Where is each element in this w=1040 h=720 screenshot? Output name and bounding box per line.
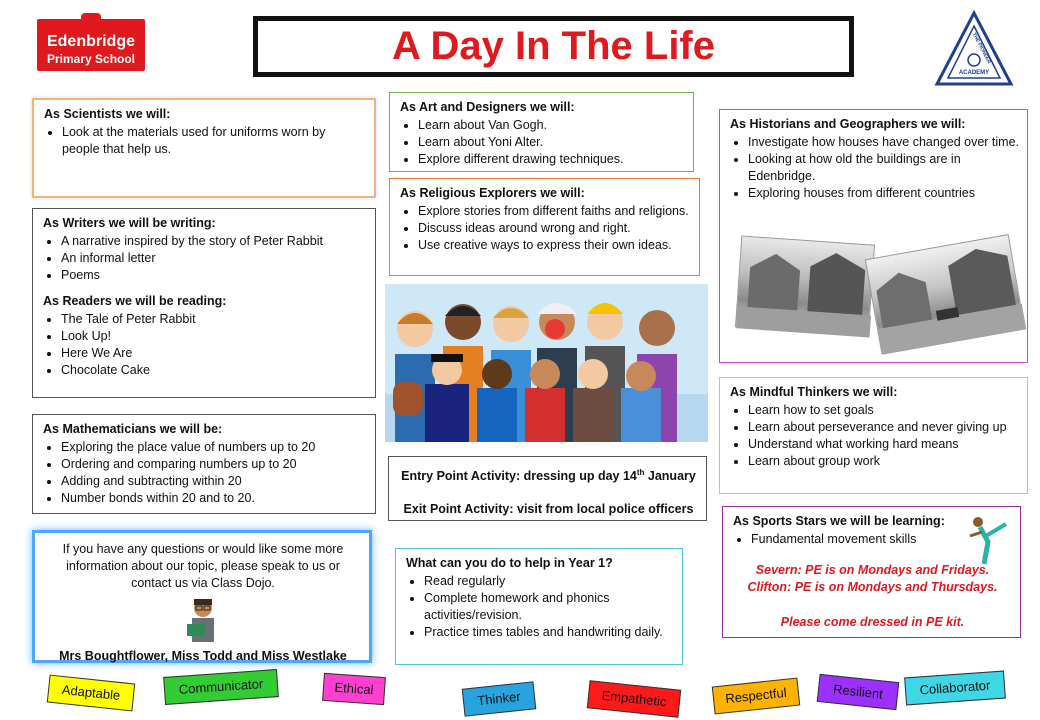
teachers-names: Mrs Boughtflower, Miss Todd and Miss Westlake [59,649,347,663]
list-item: • Explore stories from different faiths and religions. [418,203,691,220]
art-heading: As Art and Designers we will: [400,100,575,114]
list-item: • Ordering and comparing numbers up to 20 [61,456,367,473]
list-item: • An informal letter [61,250,367,267]
people-who-help-us-illustration [385,284,708,442]
academy-badge-top: THE PIONEER [970,32,992,65]
tag-empathetic: Empathetic [587,680,681,717]
art-box [389,92,694,172]
historians-heading: As Historians and Geographers we will: [730,117,966,131]
help-box [395,548,683,665]
tag-respectful: Respectful [712,678,800,715]
list-item: • Chocolate Cake [61,362,367,379]
entry-point-activity [399,464,698,485]
list-item: • Explore different drawing techniques. [418,151,685,168]
page-title: A Day In The Life [253,16,854,77]
list-item: • Exploring the place value of numbers up to 20 [61,439,367,456]
list-item: • Looking at how old the buildings are in Edenbridge. [748,151,1019,185]
street-photo-icon [736,237,876,338]
list-item: • Learn about perseverance and never giving up [748,419,1019,436]
sports-heading: As Sports Stars we will be learning: [733,514,945,528]
scientists-box [32,98,376,198]
readers-heading: As Readers we will be reading: [43,294,227,308]
mindful-box [719,377,1028,494]
academy-badge [934,10,1014,88]
list-item: • Discuss ideas around wrong and right. [418,220,691,237]
pe-kit-note: Please come dressed in PE kit. [780,615,965,629]
mindful-heading: As Mindful Thinkers we will: [730,385,898,399]
religious-heading: As Religious Explorers we will: [400,186,585,200]
severn-pe-note: Severn: PE is on Mondays and Fridays. [755,563,990,577]
list-item: • Use creative ways to express their own ideas. [418,237,691,254]
activities-box [388,456,707,521]
entry-point-text: Entry Point Activity: dressing up day 14 [401,469,637,484]
crest-icon [81,13,101,23]
list-item: • Look Up! [61,328,367,345]
academy-badge-bottom: ACADEMY [958,70,990,76]
list-item: • Learn how to set goals [748,402,1019,419]
list-item: • Understand what working hard means [748,436,1019,453]
maths-heading: As Mathematicians we will be: [43,422,223,436]
list-item: • Investigate how houses have changed over time. [748,134,1019,151]
helpers-illustration-icon [385,284,708,442]
tag-thinker: Thinker [462,681,537,716]
list-item: • Look at the materials used for uniforms worn by people that help us. [62,124,366,158]
list-item: • A narrative inspired by the story of Peter Rabbit [61,233,367,250]
gymnast-icon [966,514,1008,566]
scientists-heading: As Scientists we will: [44,107,171,121]
list-item: • Number bonds within 20 and to 20. [61,490,367,507]
entry-point-month: January [644,469,696,484]
entry-point-ordinal: th [636,468,645,477]
list-item: • The Tale of Peter Rabbit [61,311,367,328]
list-item: • Learn about Van Gogh. [418,117,685,134]
list-item: • Learn about Yoni Alter. [418,134,685,151]
tag-resilient: Resilient [817,674,899,710]
list-item: • Complete homework and phonics activities/revision. [424,590,674,624]
list-item: • Poems [61,267,367,284]
maths-box [32,414,376,514]
writers-readers-box [32,208,376,398]
tag-ethical: Ethical [322,673,386,705]
questions-box [32,530,372,663]
questions-text: If you have any questions or would like some more information about our topic, please speak to us or contact us via Class Dojo. [62,542,344,590]
tag-communicator: Communicator [163,669,279,705]
clifton-pe-note: Clifton: PE is on Mondays and Thursdays. [747,580,998,594]
writers-heading: As Writers we will be writing: [43,216,216,230]
logo-line-2: Primary School [46,52,136,66]
tag-collaborator: Collaborator [904,671,1006,706]
religious-box [389,178,700,276]
help-heading: What can you do to help in Year 1? [406,556,613,570]
historic-street-photo-1 [735,235,875,336]
list-item: • Practice times tables and handwriting daily. [424,624,674,641]
triangle-logo-icon [934,10,1014,88]
logo-line-1: Edenbridge [46,33,135,50]
list-item: • Exploring houses from different countries [748,185,1019,202]
tag-adaptable: Adaptable [47,675,135,712]
school-logo [37,19,145,71]
list-item: • Learn about group work [748,453,1019,470]
exit-point-activity: Exit Point Activity: visit from local police officers [403,502,694,517]
list-item: • Adding and subtracting within 20 [61,473,367,490]
list-item: • Fundamental movement skills [751,531,1012,548]
teacher-avatar [183,596,223,646]
list-item: • Here We Are [61,345,367,362]
teacher-icon [183,596,223,646]
gymnast-figure-icon [966,514,1008,566]
list-item: • Read regularly [424,573,674,590]
